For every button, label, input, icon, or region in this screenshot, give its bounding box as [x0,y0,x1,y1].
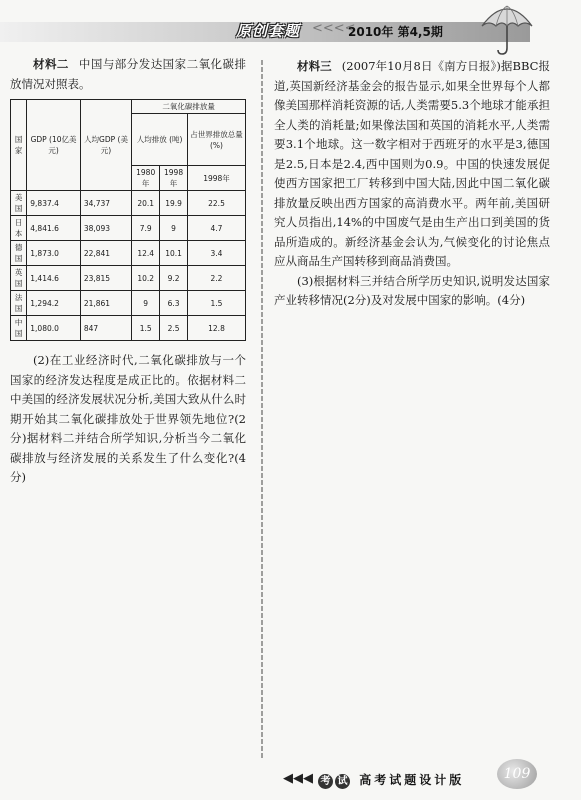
table-cell-e1998: 6.3 [160,291,188,316]
th-gdp-pc: 人均GDP (美元) [80,100,131,191]
table-cell-share: 12.8 [187,316,245,341]
table-cell-share: 4.7 [187,216,245,241]
question-2: (2)在工业经济时代,二氧化碳排放与一个国家的经济发达程度是成正比的。依据材料二中美国的经济发展状况分析,美国大致从什么时期开始其二氧化碳排放处于世界领先地位?(2分)据材料二并结合所学知识,分析当今二氧化碳排放与经济发展的关系发生了什么变化?(4分) [10,353,246,484]
table-cell-gdp: 4,841.6 [27,216,81,241]
th-emissions: 二氧化碳排放量 [132,100,246,114]
page-number: 109 [497,759,537,789]
table-cell-share: 22.5 [187,191,245,216]
material2-paragraph [10,55,246,94]
table-row [11,316,246,341]
th-year-1980: 1980年 [132,166,160,191]
table-cell-e1998: 2.5 [160,316,188,341]
table-cell-gdp: 9,837.4 [27,191,81,216]
table-cell-country: 法国 [11,291,27,316]
material3-text: (2007年10月8日《南方日报》)据BBC报道,英国新经济基金会的报告显示,如果全世界每个人都像美国那样消耗资源的话,人类需要5.3个地球才能承担全人类的消耗量;如果像法国和英国的消耗水平,人类需要3.1个地球。这一数字相对于西班牙的水平是3,德国是2.5,日本是2.4,西中国则为0.9。中国的快速发展促使西方国家把工厂转移到中国大陆,因此中国二氧化碳排放量反映出西方国家的高消费水平。两年前,美国研究人员指出,14%的中国废气是由生产出口到美国的货品所造成的。新经济基金会认为,气候变化的讨论焦点应从商品生产国转移到商品消费国。 [274,59,551,268]
th-per-capita: 人均排放 (吨) [132,114,188,166]
table-cell-e1980: 20.1 [132,191,160,216]
table-cell-e1998: 10.1 [160,241,188,266]
table-cell-share: 1.5 [187,291,245,316]
table-cell-e1980: 9 [132,291,160,316]
left-column [10,55,246,488]
table-row [11,191,246,216]
table-cell-gdp: 1,873.0 [27,241,81,266]
table-cell-country: 德国 [11,241,27,266]
umbrella-icon [478,0,536,56]
th-year-1998a: 1998年 [160,166,188,191]
emissions-table [10,99,246,341]
footer-title-block [318,771,464,789]
footer-arrows-icon: ◀◀◀ [283,771,313,786]
header-arrows-icon: <<<< [312,21,356,36]
question-3: (3)根据材料三并结合所学历史知识,说明发达国家产业转移情况(2分)及对发展中国家的影响。(4分) [274,273,550,307]
material3-paragraph [274,57,550,272]
header-logo: 原创套题 [236,22,301,40]
table-cell-gdp: 1,080.0 [27,316,81,341]
table-cell-gdp_pc: 38,093 [80,216,131,241]
material2-title: 材料二 [33,57,69,71]
footer-badge-1: 考 [318,774,333,789]
th-gdp: GDP (10亿美元) [27,100,81,191]
table-cell-country: 中国 [11,316,27,341]
table-cell-e1980: 1.5 [132,316,160,341]
table-cell-share: 2.2 [187,266,245,291]
table-cell-share: 3.4 [187,241,245,266]
table-cell-e1980: 10.2 [132,266,160,291]
th-country: 国家 [11,100,27,191]
table-row [11,241,246,266]
table-cell-gdp_pc: 34,737 [80,191,131,216]
table-cell-gdp_pc: 23,815 [80,266,131,291]
header-issue: 2010年 第4,5期 [348,25,443,39]
table-cell-e1980: 12.4 [132,241,160,266]
table-cell-e1998: 9.2 [160,266,188,291]
material2-text: 中国与部分发达国家二氧化碳排放情况对照表。 [10,57,246,91]
table-row [11,216,246,241]
table-cell-gdp_pc: 847 [80,316,131,341]
table-cell-gdp_pc: 22,841 [80,241,131,266]
table-cell-country: 英国 [11,266,27,291]
table-cell-country: 日本 [11,216,27,241]
table-cell-e1980: 7.9 [132,216,160,241]
right-column [274,57,550,311]
column-divider [258,60,266,760]
table-cell-e1998: 19.9 [160,191,188,216]
th-year-1998b: 1998年 [187,166,245,191]
material3-title: 材料三 [297,59,332,73]
table-cell-gdp: 1,294.2 [27,291,81,316]
table-cell-gdp: 1,414.6 [27,266,81,291]
table-row [11,266,246,291]
table-row [11,291,246,316]
th-share: 占世界排放总量(%) [187,114,245,166]
table-cell-gdp_pc: 21,861 [80,291,131,316]
footer-title: 高考试题设计版 [359,773,465,787]
table-cell-e1998: 9 [160,216,188,241]
table-cell-country: 美国 [11,191,27,216]
footer-badge-2: 试 [335,774,350,789]
